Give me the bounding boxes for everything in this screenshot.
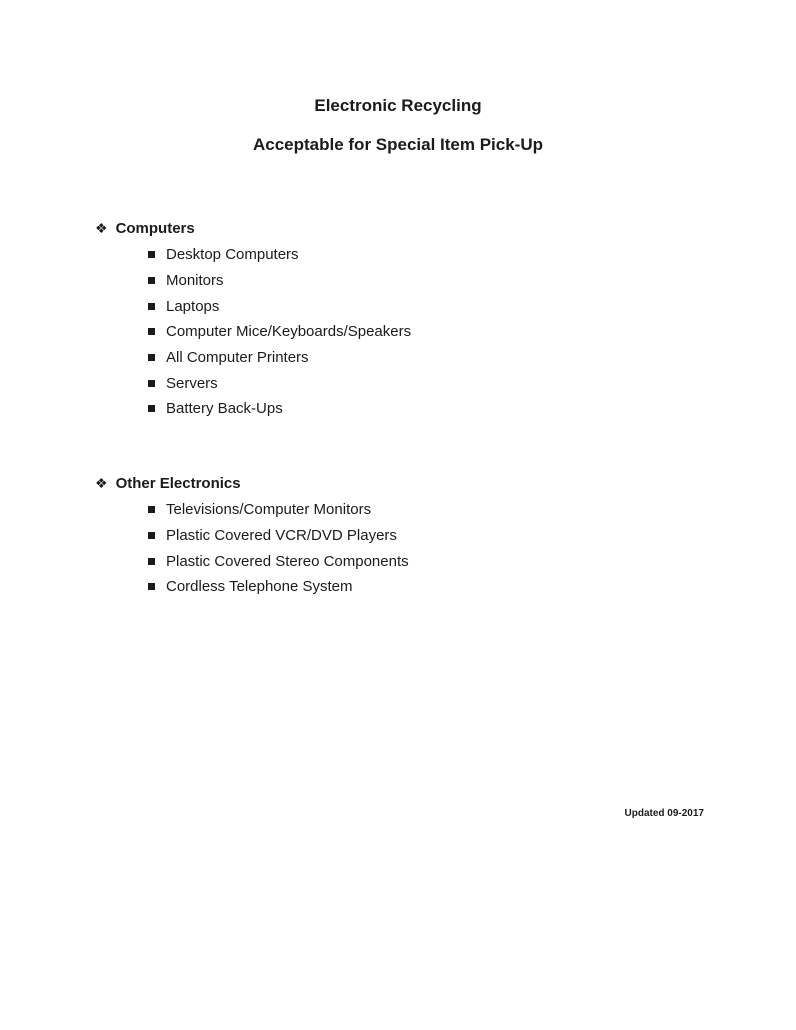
other-electronics-item-list [148,497,409,600]
list-item [148,319,411,345]
list-item-label: All Computer Printers [166,349,309,367]
square-bullet-icon [148,277,155,284]
square-bullet-icon [148,558,155,565]
page-subtitle: Acceptable for Special Item Pick-Up [252,135,544,154]
section-other-electronics-heading [95,473,409,493]
list-item [148,293,411,319]
square-bullet-icon [148,251,155,258]
list-item [148,370,411,396]
section-computers-heading [95,218,411,238]
section-heading-label: Computers [115,219,195,237]
square-bullet-icon [148,583,155,590]
list-item [148,523,409,549]
square-bullet-icon [148,354,155,361]
section-computers [95,218,411,422]
title-block [0,96,796,155]
diamond-bullet-icon: ❖ [95,220,108,236]
list-item-label: Desktop Computers [166,246,299,264]
list-item [148,268,411,294]
list-item-label: Laptops [166,297,220,315]
square-bullet-icon [148,532,155,539]
square-bullet-icon [148,303,155,310]
list-item-label: Plastic Covered VCR/DVD Players [166,527,397,545]
section-other-electronics [95,473,409,600]
list-item-label: Computer Mice/Keyboards/Speakers [166,323,412,341]
list-item [148,345,411,371]
section-heading-label: Other Electronics [115,474,241,492]
page-title: Electronic Recycling [314,96,482,115]
list-item-label: Cordless Telephone System [166,578,353,596]
list-item-label: Televisions/Computer Monitors [166,501,372,519]
list-item [148,574,409,600]
square-bullet-icon [148,405,155,412]
list-item [148,242,411,268]
list-item [148,497,409,523]
square-bullet-icon [148,506,155,513]
list-item-label: Monitors [166,272,224,290]
computers-item-list [148,242,411,422]
square-bullet-icon [148,328,155,335]
list-item [148,396,411,422]
updated-date-label: Updated 09-2017 [624,808,704,819]
list-item [148,548,409,574]
square-bullet-icon [148,380,155,387]
list-item-label: Battery Back-Ups [166,400,283,418]
diamond-bullet-icon: ❖ [95,475,108,491]
list-item-label: Plastic Covered Stereo Components [166,552,409,570]
list-item-label: Servers [166,374,218,392]
